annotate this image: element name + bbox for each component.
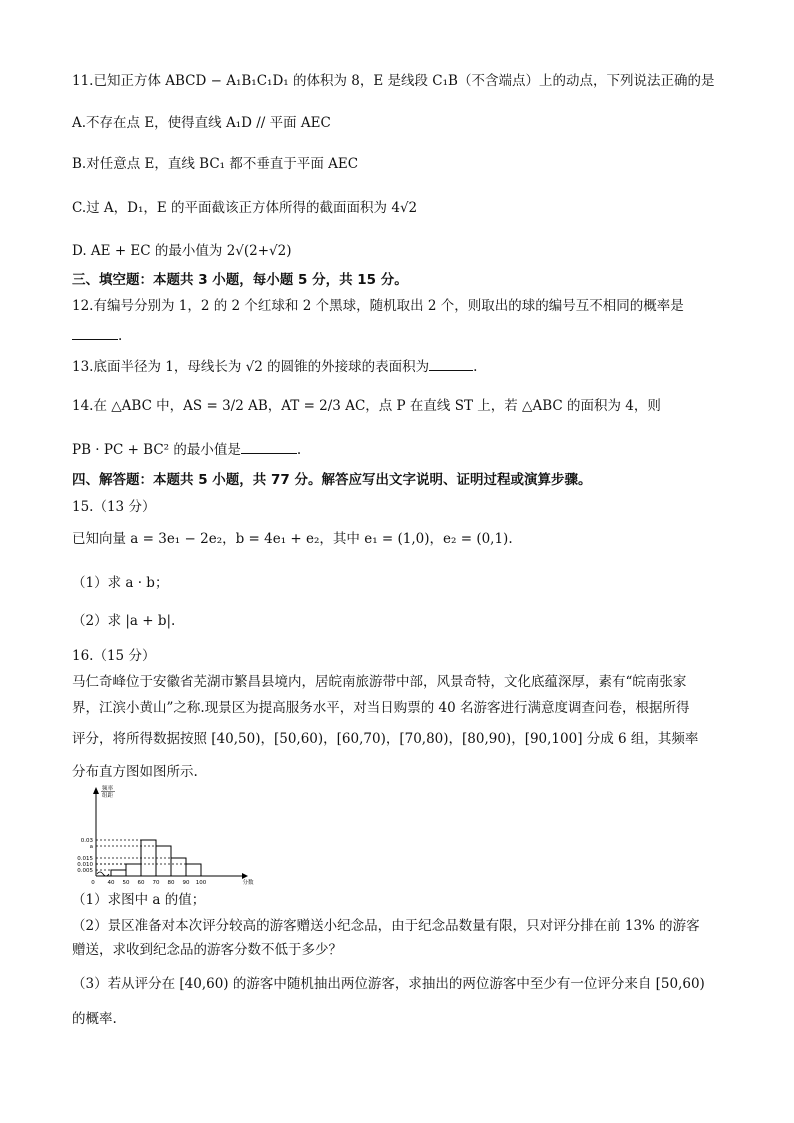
q15-part-1: （1）求 a · b； (72, 575, 169, 591)
histogram-bar (171, 858, 186, 876)
q12-blank[interactable] (72, 327, 118, 340)
x-axis-label: 分数 (242, 880, 254, 886)
x-axis-arrow (242, 873, 248, 879)
q16-heading: 16.（15 分） (72, 648, 156, 664)
q12-answer-line: . (72, 327, 122, 345)
q15-part-2: （2）求 |a + b|. (72, 613, 176, 629)
q11-stem: 11.已知正方体 ABCD − A₁B₁C₁D₁ 的体积为 8，E 是线段 C₁B（不含端点）上的动点，下列说法正确的是 (72, 73, 715, 89)
y-axis-label-top: 频率 (102, 786, 114, 792)
histogram-bar (186, 864, 201, 876)
q16-paragraph-3: 评分，将所得数据按照 [40,50)，[50,60)，[60,70)，[70,80)，[80,90)，[90,100] 分成 6 组，其频率 (72, 731, 699, 747)
frequency-histogram (74, 784, 254, 886)
axis-break-mark (97, 872, 109, 876)
q13-text: 13.底面半径为 1，母线长为 √2 的圆锥的外接球的表面积为 . (72, 359, 478, 375)
histogram-bar (156, 846, 171, 876)
q16-part-3-line2: 的概率. (72, 1011, 117, 1027)
x-tick-label: 40 (107, 880, 115, 886)
x-tick-label: 60 (137, 880, 145, 886)
section-3-heading: 三、填空题：本题共 3 小题，每小题 5 分，共 15 分。 (72, 272, 408, 288)
q14-text: 14.在 △ABC 中，AS = 3/2 AB，AT = 2/3 AC，点 P 在直线 ST 上，若 △ABC 的面积为 4，则 (72, 398, 661, 414)
y-tick-label: 0.015 (77, 856, 93, 862)
y-tick-label: 0.03 (80, 838, 93, 844)
x-tick-label: 90 (182, 880, 190, 886)
q16-paragraph-1: 马仁奇峰位于安徽省芜湖市繁昌县境内，居皖南旅游带中部，风景奇特，文化底蕴深厚，素有“皖南张家 (72, 674, 687, 690)
q15-heading: 15.（13 分） (72, 499, 156, 515)
x-tick-label: 80 (167, 880, 175, 886)
q11-option-b: B.对任意点 E，直线 BC₁ 都不垂直于平面 AEC (72, 156, 359, 172)
q11-option-d: D. AE + EC 的最小值为 2√(2+√2) (72, 243, 292, 259)
q16-part-1: （1）求图中 a 的值； (72, 892, 206, 908)
q12-text: 12.有编号分别为 1，2 的 2 个红球和 2 个黑球，随机取出 2 个，则取出的球的编号互不相同的概率是 (72, 298, 684, 314)
histogram-bar (111, 870, 126, 876)
q14-text-line2: PB · PC + BC² 的最小值是 . (72, 442, 302, 458)
section-4-heading: 四、解答题：本题共 5 小题，共 77 分。解答应写出文字说明、证明过程或演算步骤。 (72, 472, 592, 488)
q11-option-a: A.不存在点 E，使得直线 A₁D // 平面 AEC (72, 115, 331, 131)
x-tick-label: 100 (195, 880, 207, 886)
histogram-bar (126, 864, 141, 876)
q15-stem: 已知向量 a = 3e₁ − 2e₂，b = 4e₁ + e₂，其中 e₁ = (1,0)，e₂ = (0,1). (72, 531, 513, 547)
q11-option-c: C.过 A，D₁，E 的平面截该正方体所得的截面面积为 4√2 (72, 200, 418, 216)
y-tick-label: 0.005 (77, 868, 93, 874)
q16-part-3-line1: （3）若从评分在 [40,60) 的游客中随机抽出两位游客，求抽出的两位游客中至少有一位评分来自 [50,60) (72, 976, 705, 992)
q13-blank[interactable] (429, 358, 473, 371)
q14-blank[interactable] (241, 441, 297, 454)
x-tick-label: 70 (152, 880, 160, 886)
y-axis-arrow (93, 787, 99, 794)
y-axis-label-bottom: 组距 (102, 793, 114, 799)
y-tick-label: 0.010 (77, 862, 93, 868)
x-tick-label: 50 (122, 880, 130, 886)
y-tick-label-a: a (89, 844, 93, 850)
q16-part-2-line1: （2）景区准备对本次评分较高的游客赠送小纪念品，由于纪念品数量有限，只对评分排在前 13% 的游客 (72, 918, 700, 934)
q16-paragraph-2: 界，江滨小黄山”之称.现景区为提高服务水平，对当日购票的 40 名游客进行满意度调查问卷，根据所得 (72, 700, 690, 716)
origin-label: 0 (91, 880, 95, 886)
q16-part-2-line2: 赠送，求收到纪念品的游客分数不低于多少？ (72, 942, 342, 958)
q16-paragraph-4: 分布直方图如图所示. (72, 764, 198, 780)
